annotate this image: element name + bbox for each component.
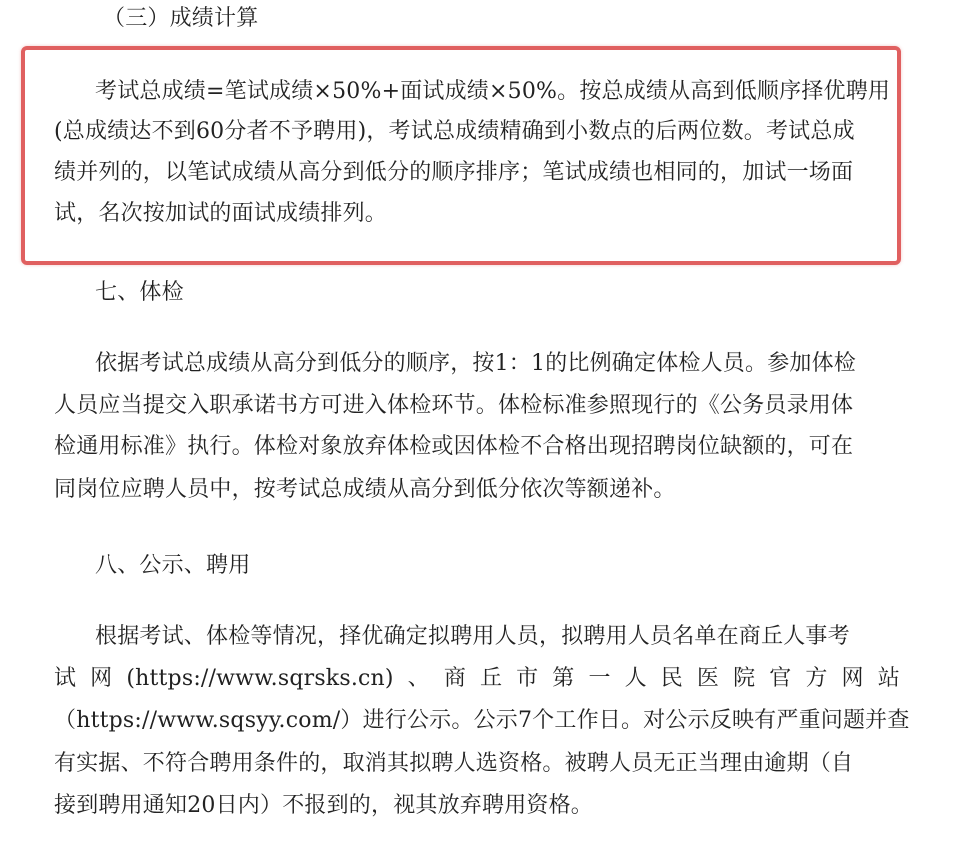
text-segment: 民 [660,666,683,691]
text-segment: 人 [624,666,647,691]
text-segment: 商 [443,666,467,691]
paragraph-line: 人员应当提交入职承诺书方可进入体检环节。体检标准参照现行的《公务员录用体 [54,393,854,418]
text-segment: 官 [769,666,792,691]
text-segment: 方 [805,666,828,691]
paragraph-line: 依据考试总成绩从高分到低分的顺序，按1：1的比例确定体检人员。参加体检 [95,351,856,376]
section-heading-publicity-employment: 八、公示、聘用 [95,553,251,578]
section-heading-score-calculation: （三）成绩计算 [103,6,259,31]
text-segment: 院 [733,666,756,691]
text-segment: 第 [552,666,575,691]
text-segment: 医 [696,666,720,691]
paragraph-line: 有实据、不符合聘用条件的，取消其拟聘人选资格。被聘人员无正当理由逾期（自 [54,751,854,776]
section-heading-physical-exam: 七、体检 [95,280,184,305]
text-segment: 试 [54,666,77,691]
text-segment: 网 [90,666,113,691]
paragraph-line: 根据考试、体检等情况，择优确定拟聘用人员，拟聘用人员名单在商丘人事考 [95,624,850,649]
paragraph-line: 同岗位应聘人员中，按考试总成绩从高分到低分依次等额递补。 [54,477,676,502]
paragraph-line: 接到聘用通知20日内）不报到的，视其放弃聘用资格。 [54,793,593,818]
text-segment: 市 [516,666,539,691]
paragraph-line: （https://www.sqsyy.com/）进行公示。公示7个工作日。对公示反映有严重问题并查 [54,708,910,733]
paragraph-line: 绩并列的，以笔试成绩从高分到低分的顺序排序；笔试成绩也相同的，加试一场面 [54,160,854,185]
paragraph-line-justified [54,664,900,694]
paragraph-line: 试，名次按加试的面试成绩排列。 [54,201,388,226]
text-segment: 网 [841,666,864,691]
paragraph-line: 检通用标准》执行。体检对象放弃体检或因体检不合格出现招聘岗位缺额的，可在 [54,434,854,459]
text-segment: 一 [588,666,611,691]
paragraph-line: 考试总成绩=笔试成绩×50%+面试成绩×50%。按总成绩从高到低顺序择优聘用 [95,79,891,104]
paragraph-line: (总成绩达不到60分者不予聘用)，考试总成绩精确到小数点的后两位数。考试总成 [54,119,855,144]
text-segment: 站 [877,666,900,691]
text-segment: 、 [407,666,430,691]
website-link-text: (https://www.sqrsks.cn) [126,666,394,691]
text-segment: 丘 [479,666,503,691]
